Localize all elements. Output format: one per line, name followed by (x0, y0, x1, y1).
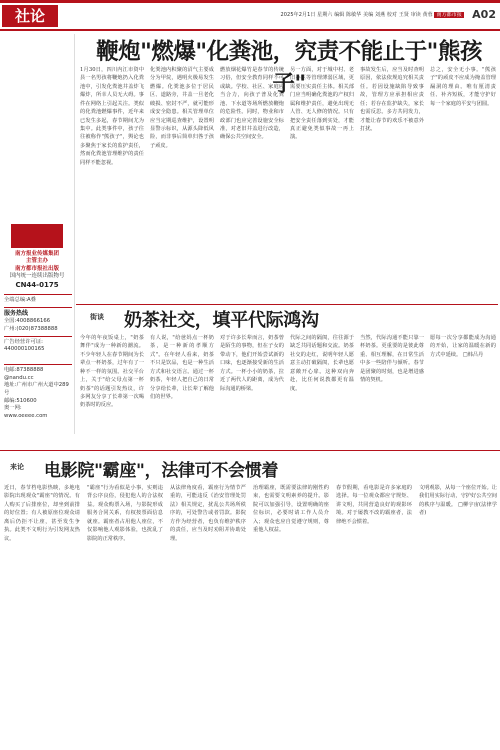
article-headline: 奶茶社交，填平代际鸿沟 (124, 310, 319, 331)
section-divider (0, 450, 500, 451)
body-column: 治理霸座，既需要法律的刚性约束，也需要文明素养的提升。影院可以加强引导，设置明确的座位标识，必要时请工作人员介入；观众也应自觉遵守规则，尊重他人权益。 (253, 485, 329, 534)
divider (4, 294, 72, 295)
proof-credit: 校对 王贤 (386, 12, 409, 18)
section-tag: 社论 (2, 5, 58, 27)
divider (4, 336, 72, 337)
body-column: 近日，春节档电影热映，多地电影院出现观众"霸座"的情况。有人购买了后排座位，却坐到前排的好位置；有人被原座位观众请离后仍拒不让座，甚至发生争执。此类不文明行为引发网友热议。 (4, 485, 80, 542)
body-column: 化粪池内积聚的沼气主要成分为甲烷，遇明火极易发生燃爆。化粪池多位于居民区、道路旁，井盖一旦老化破损、密封不严，就可能形成安全隐患。相关管理单位应当定期巡查维护，设置明显警示标识，从源头降低风险，而非事后简单归咎于孩子顽皮。 (150, 67, 214, 149)
info-line: 广告经营许可证: (4, 338, 43, 345)
body-column: 当然，代际沟通不能只靠一杯奶茶。更重要的是彼此尊重、相互理解，在日常生活中多一些陪伴与倾听。春节是团聚的时刻，也是增进感情的契机。 (360, 335, 424, 384)
publisher-logo-block (2, 224, 72, 290)
issn-code: CN44-0175 (15, 280, 59, 289)
publisher-logo-icon (11, 224, 63, 248)
article-kicker: 街谈 (90, 313, 104, 321)
publisher-line-2: 主管主办 (25, 258, 48, 265)
body-column: 从法律角度看，霸座行为情节严重的，可能违反《治安管理处罚法》相关规定，扰乱公共场所秩序的，可处警告或者罚款。影院方作为经营者，也负有维护秩序的责任，应当及时劝阻并协助处理。 (170, 485, 246, 542)
article-body (80, 334, 498, 430)
divider (4, 364, 72, 365)
article-kicker: 来论 (10, 463, 24, 471)
issue-date: 2025年2月1日 星期六 (280, 12, 333, 18)
design-credit: 美编 刘燕 (363, 12, 386, 18)
body-column: 对于许多长辈而言，奶茶曾是陌生的事物，但在子女的带动下，他们开始尝试新的口味，也逐渐接受新的生活方式。一杯小小的奶茶，拉近了两代人的距离，成为代际沟通的桥梁。 (220, 335, 284, 392)
info-line: @nandu.cc (4, 374, 34, 381)
page-number: A02 (472, 8, 496, 21)
masthead (0, 3, 500, 31)
body-column: 1月30日，四川内江市资中县一名男孩将鞭炮扔入化粪池中，引发化粪池井盖炸飞爆炸，所幸人员无大碍。事件在网络上引起关注。类似的化粪池燃爆事件，近年来已发生多起，春节期间尤为集中。此类事件中，孩子往往被称作"熊孩子"，舆论也多聚焦于家长的监护责任，然而化粪池管理维护的责任同样不能忽视。 (80, 67, 144, 166)
publisher-line-3: 南方都市报社出版 (14, 265, 59, 272)
body-column: 事故发生后，应当及时查明原因，依法依规追究相关责任。若因设施缺陷导致事故，管理方应承担相应责任；若存在监护缺失，家长也需反思。多方共同发力，才能让春节的欢乐不被意外打扰。 (360, 67, 424, 132)
body-column: 文明观影，从每一个座位开始。让我们用实际行动，守护好公共空间的秩序与温暖。 □柳宇宙(法律学者) (419, 485, 497, 517)
body-column: 春节假期，看电影是许多家庭的选择。每一位观众都应守规矩、讲文明，共同营造良好的观影环境。对于屡教不改的霸座者，法律绝不会惯着。 (336, 485, 412, 525)
channel-mark: 南方都市报 (436, 12, 462, 18)
info-line: www.oeeee.com (4, 413, 48, 420)
divider (4, 307, 72, 308)
address-block (4, 362, 72, 421)
info-line: 全国:4008866166 (4, 318, 51, 325)
body-column: 另一方面，对于城中村、老旧小区等管理薄弱区域，更需要压实责任主体。相关部门应当明确化粪池的产权归属和维护责任，避免出现无人管、无人修的情况。只有把安全责任落到实处，才能真正避免类似事故一再上演。 (290, 67, 354, 141)
info-line: 服务热线 (4, 309, 29, 317)
body-column: "霸座"行为看似是小事，实则违背公序良俗，侵犯他人的合法权益。观众购票入场，与影院形成服务合同关系，有权按票面信息就座。霸座者占用他人座位，不仅影响他人观影体验，也扰乱了影院的正常秩序。 (87, 485, 163, 542)
body-column: 今年的年夜饭桌上，"奶茶舞伴"成为一种新的潮流。不少年轻人在春节期间为长辈点一杯奶茶，过年有了一种不一样的氛围。社交平台上，关于"给父母点第一杯奶茶"的话题引发热议，许多网友分享了长辈第一次喝奶茶时的反应。 (80, 335, 144, 409)
article-headline: 电影院"霸座"，法律可不会惯着 (44, 461, 279, 481)
info-line: 440000100165 (4, 346, 45, 353)
editor-credit: 编辑 陈敏华 (334, 12, 362, 18)
lead-body (80, 66, 498, 312)
article-body (4, 484, 498, 746)
info-line: 地址:广州市广州大道中289号 (4, 382, 69, 397)
body-column: 代际之间的隔阂，往往源于缺乏共同话题和交流。奶茶社交的走红，说明年轻人愿意主动打破隔阂，长辈也愿意敞开心扉。这种双向奔赴，比任何说教都更有温度。 (290, 335, 354, 392)
info-line: 全端总编:A叠 (4, 297, 36, 303)
info-line: 邮编:510600 (4, 397, 37, 404)
issn-label: 国内统一连续出版物号 (9, 273, 65, 280)
lead-headline: 鞭炮"燃爆"化粪池，究责不能止于"熊孩子" (96, 39, 482, 97)
section-divider (76, 304, 498, 305)
info-line: 奥一网: (4, 405, 22, 412)
publisher-line-1: 南方报业传媒集团 (14, 251, 59, 257)
info-line: 广州:(020)87388888 (4, 326, 58, 333)
review-credit: 审读 黄蓉 (410, 12, 433, 18)
sidebar-info (2, 34, 75, 434)
body-column: 燃放烟花爆竹是春节的传统习俗，但安全教育同样不可或缺。学校、社区、家庭应当合力，向孩子普及化粪池、下水道等场所燃放鞭炮的危险性。同时，物业和市政部门也应完善设施安全标准，对老旧井盖进行改造，确保公共空间安全。 (220, 67, 284, 141)
body-column: 有人说，"给爸妈点一杯奶茶，是一种新的孝顺方式"。在年轻人看来，奶茶不只是饮品，也是一种生活方式和社交语言。通过一杯奶茶，年轻人把自己的日常分享给长辈，让长辈了解他们的世界。 (150, 335, 214, 400)
masthead-meta (281, 11, 465, 18)
contact-block (4, 292, 72, 354)
info-line: 电邮:87388888 (4, 367, 44, 373)
body-column: 愿每一次分享都能成为沟通的开始，让家的温暖在新的方式中延续。 □韩吕丹 (430, 335, 496, 358)
body-column: 总之，安全无小事。"熊孩子"的顽皮不应成为掩盖管理漏洞的理由。唯有厘清责任、补齐短板，才能守护好每一个家庭的平安与团圆。 (430, 67, 496, 107)
